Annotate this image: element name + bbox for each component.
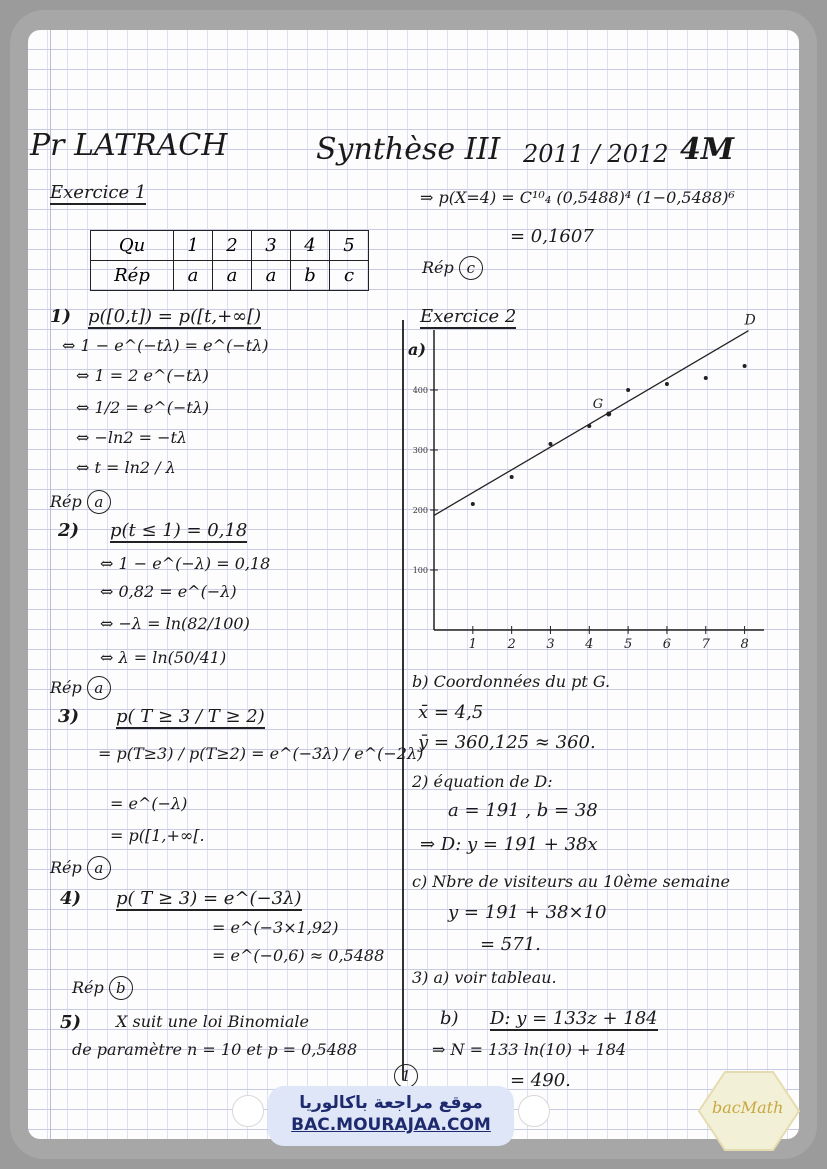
table-cell: a <box>213 261 252 291</box>
part-c-calc: = 571. <box>480 934 541 955</box>
q1-line: ⇔ −ln2 = −tλ <box>76 428 188 447</box>
x-tick-label: 1 <box>468 637 477 652</box>
right-answer <box>422 256 483 280</box>
page-number: 1 <box>394 1064 418 1088</box>
mean-point-label: G <box>592 397 604 412</box>
regression-line-label: D <box>744 312 756 329</box>
part-b-title: b) Coordonnées du pt G. <box>412 672 611 691</box>
table-row <box>91 261 369 291</box>
table-cell: 1 <box>174 231 213 261</box>
q4-line: = e^(−3×1,92) <box>212 918 339 937</box>
author-name: Pr LATRACH <box>30 128 228 163</box>
table-cell: 3 <box>252 231 291 261</box>
site-arabic-name: موقع مراجعة باكالوريا <box>299 1093 483 1113</box>
bacmath-logo-text: bacMath <box>712 1098 784 1117</box>
q3b-calc: ⇒ N = 133 ln(10) + 184 <box>432 1040 627 1059</box>
q4-line: = e^(−0,6) ≈ 0,5488 <box>212 946 385 965</box>
coefficients-line: a = 191 , b = 38 <box>448 800 598 821</box>
document-title: Synthèse III <box>316 132 501 167</box>
q2-line: ⇔ 0,82 = e^(−λ) <box>100 582 237 601</box>
part-c-title: c) Nbre de visiteurs au 10ème semaine <box>412 872 730 891</box>
site-badge[interactable] <box>268 1086 514 1146</box>
notebook-sheet <box>28 30 799 1139</box>
data-point <box>587 424 591 428</box>
site-logo-left <box>232 1095 264 1127</box>
ybar-line: ȳ = 360,125 ≈ 360. <box>418 732 596 753</box>
q5-line: X suit une loi Binomiale <box>116 1012 309 1031</box>
regression-line <box>434 331 748 516</box>
q1-line: ⇔ 1 = 2 e^(−tλ) <box>76 366 209 385</box>
part-c-calc: y = 191 + 38×10 <box>448 902 607 923</box>
level-label: 4M <box>680 132 735 167</box>
answer-circle: a <box>87 490 111 514</box>
x-tick-label: 6 <box>662 637 672 652</box>
data-point <box>665 382 669 386</box>
table-cell: a <box>252 261 291 291</box>
x-tick-label: 8 <box>740 637 749 652</box>
q2-line: ⇔ −λ = ln(82/100) <box>100 614 250 633</box>
rep-label: Rép <box>50 492 82 511</box>
x-tick-label: 4 <box>585 637 594 652</box>
q2-line: ⇔ λ = ln(50/41) <box>100 648 227 667</box>
q4-answer <box>72 976 133 1000</box>
mean-point <box>606 412 611 417</box>
table-cell: 5 <box>330 231 369 261</box>
binomial-line: = 0,1607 <box>510 226 594 247</box>
y-tick-label: 100 <box>412 566 428 575</box>
scatter-chart <box>394 300 774 660</box>
site-logo-right <box>518 1095 550 1127</box>
q1-line: ⇔ t = ln2 / λ <box>76 458 176 477</box>
q3-line: = e^(−λ) <box>110 794 188 813</box>
q1-line: ⇔ 1 − e^(−tλ) = e^(−tλ) <box>62 336 269 355</box>
q5-number: 5) <box>60 1012 82 1033</box>
exercise1-heading: Exercice 1 <box>50 182 147 203</box>
q3-line: = p([1,+∞[. <box>110 826 205 845</box>
q4-line: p( T ≥ 3) = e^(−3λ) <box>116 888 302 909</box>
data-point <box>471 502 475 506</box>
q2-answer <box>50 676 111 700</box>
table-cell: 4 <box>291 231 330 261</box>
y-tick-label: 400 <box>412 386 428 395</box>
table-cell: a <box>174 261 213 291</box>
rep-label: Rép <box>50 858 82 877</box>
q2-number: 2) <box>58 520 80 541</box>
rep-label: Rép <box>422 258 454 277</box>
q3-line: p( T ≥ 3 / T ≥ 2) <box>116 706 265 727</box>
xbar-line: x̄ = 4,5 <box>418 702 484 723</box>
school-year: 2011 / 2012 <box>523 140 669 168</box>
rep-label: Rép <box>50 678 82 697</box>
data-point <box>548 442 552 446</box>
part-a-label: a) <box>408 340 426 359</box>
answer-circle: c <box>459 256 483 280</box>
q4-number: 4) <box>60 888 82 909</box>
q1-answer <box>50 490 111 514</box>
binomial-line: ⇒ p(X=4) = C¹⁰₄ (0,5488)⁴ (1−0,5488)⁶ <box>420 188 735 207</box>
q3-number: 3) <box>58 706 80 727</box>
q2-line: p(t ≤ 1) = 0,18 <box>110 520 248 541</box>
answer-circle: b <box>109 976 133 1000</box>
regression-equation: ⇒ D: y = 191 + 38x <box>420 834 598 855</box>
table-cell: Rép <box>91 261 174 291</box>
data-point <box>626 388 630 392</box>
table-row <box>91 231 369 261</box>
data-point <box>743 364 747 368</box>
data-point <box>704 376 708 380</box>
y-tick-label: 300 <box>412 446 428 455</box>
table-cell: 2 <box>213 231 252 261</box>
q3b-label: b) <box>440 1008 459 1029</box>
q3b-calc: = 490. <box>510 1070 571 1091</box>
table-cell: b <box>291 261 330 291</box>
x-tick-label: 5 <box>623 637 633 652</box>
q3-line: = p(T≥3) / p(T≥2) = e^(−3λ) / e^(−2λ) <box>98 744 424 763</box>
q3-answer <box>50 856 111 880</box>
q3b-equation: D: y = 133z + 184 <box>490 1008 658 1029</box>
table-cell: c <box>330 261 369 291</box>
answer-circle: a <box>87 856 111 880</box>
table-cell: Qu <box>91 231 174 261</box>
x-tick-label: 2 <box>507 637 516 652</box>
q2-line: ⇔ 1 − e^(−λ) = 0,18 <box>100 554 271 573</box>
answers-table <box>90 230 369 291</box>
q1-line: ⇔ 1/2 = e^(−tλ) <box>76 398 210 417</box>
x-tick-label: 3 <box>546 637 555 652</box>
q3a-line: 3) a) voir tableau. <box>412 968 557 987</box>
rep-label: Rép <box>72 978 104 997</box>
answer-circle: a <box>87 676 111 700</box>
data-point <box>510 475 514 479</box>
q5-line: de paramètre n = 10 et p = 0,5488 <box>72 1040 358 1059</box>
site-url-link[interactable]: BAC.MOURAJAA.COM <box>291 1115 491 1135</box>
y-tick-label: 200 <box>412 506 428 515</box>
q1-number: 1) <box>50 306 72 327</box>
q2-equation-title: 2) équation de D: <box>412 772 553 791</box>
x-tick-label: 7 <box>701 637 710 652</box>
exercise2-heading: Exercice 2 <box>420 306 517 327</box>
q1-line: p([0,t]) = p([t,+∞[) <box>88 306 262 327</box>
